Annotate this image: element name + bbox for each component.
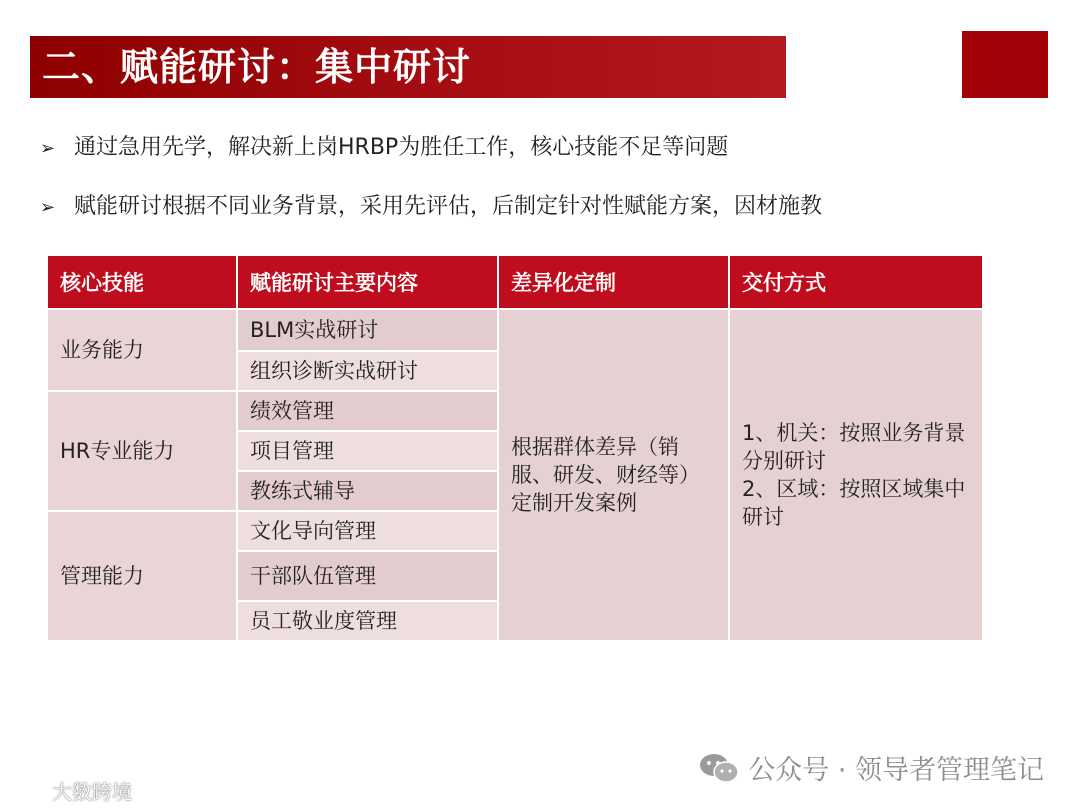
- logo-text: 大数跨境: [52, 780, 132, 804]
- content-cell: 员工敬业度管理: [237, 601, 498, 641]
- delivery-cell: [729, 309, 983, 641]
- header-customization: 差异化定制: [498, 255, 729, 309]
- bullet-item: [40, 133, 728, 164]
- content-cell: 绩效管理: [237, 391, 498, 431]
- content-cell: 项目管理: [237, 431, 498, 471]
- header-main-content: 赋能研讨主要内容: [237, 255, 498, 309]
- bullet-text: 通过急用先学，解决新上岗HRBP为胜任工作，核心技能不足等问题: [74, 135, 729, 160]
- skill-cell: 管理能力: [47, 511, 237, 641]
- logo-icon: [6, 778, 46, 804]
- customization-cell: [498, 309, 729, 641]
- wechat-icon: [698, 752, 740, 784]
- delivery-line: 2、区域：按照区域集中研讨: [742, 477, 966, 529]
- delivery-line: 1、机关：按照业务背景分别研讨: [742, 421, 966, 473]
- arrow-bullet-icon: ➢: [40, 197, 56, 218]
- header-delivery: 交付方式: [729, 255, 983, 309]
- content-cell: 教练式辅导: [237, 471, 498, 511]
- corner-accent-block: [962, 31, 1048, 98]
- content-cell: 干部队伍管理: [237, 551, 498, 601]
- bullet-text: 赋能研讨根据不同业务背景，采用先评估，后制定针对性赋能方案，因材施教: [74, 194, 823, 219]
- customization-text: 根据群体差异（销服、研发、财经等）定制开发案例: [511, 435, 700, 515]
- content-cell: BLM实战研讨: [237, 309, 498, 351]
- skill-cell: HR专业能力: [47, 391, 237, 511]
- corner-logo: [6, 776, 132, 805]
- watermark-text: 公众号 · 领导者管理笔记: [748, 755, 1044, 786]
- title-bar: [30, 36, 786, 98]
- arrow-bullet-icon: ➢: [40, 138, 56, 159]
- skill-cell: 业务能力: [47, 309, 237, 391]
- content-cell: 组织诊断实战研讨: [237, 351, 498, 391]
- page-title: 二、赋能研讨：集中研讨: [42, 45, 472, 89]
- content-cell: 文化导向管理: [237, 511, 498, 551]
- header-core-skill: 核心技能: [47, 255, 237, 309]
- bullet-item: [40, 192, 822, 223]
- skills-table: [46, 254, 984, 642]
- table-row: [47, 309, 983, 351]
- table-header-row: [47, 255, 983, 309]
- watermark: [698, 748, 1044, 787]
